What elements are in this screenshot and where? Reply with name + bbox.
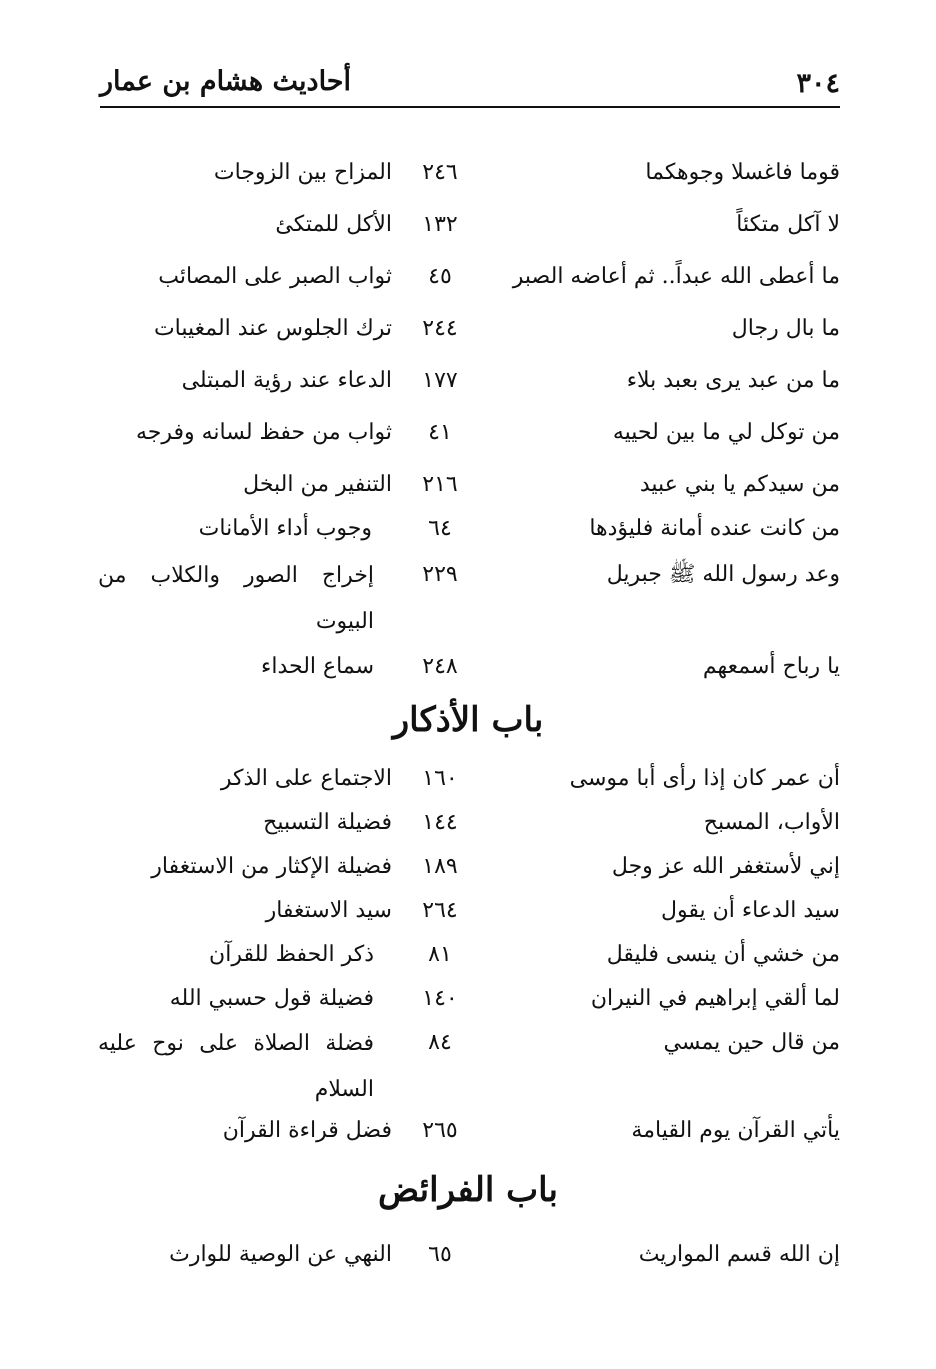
hadith-number: ٢٤٨	[422, 654, 458, 679]
hadith-topic: سماع الحداء	[261, 654, 374, 679]
hadith-number: ٢٤٤	[422, 316, 458, 341]
hadith-number: ٢٦٤	[422, 898, 458, 923]
page-header	[100, 62, 840, 110]
index-row	[90, 314, 840, 362]
index-row	[90, 652, 840, 700]
hadith-incipit: إن الله قسم المواريث	[638, 1242, 840, 1267]
hadith-incipit: يأتي القرآن يوم القيامة	[631, 1118, 840, 1143]
index-row	[90, 1116, 840, 1164]
hadith-topic: النهي عن الوصية للوارث	[169, 1242, 392, 1267]
hadith-number: ٦٥	[428, 1242, 452, 1267]
hadith-topic: فضيلة التسبيح	[263, 810, 392, 835]
index-row	[90, 418, 840, 466]
hadith-number: ٨٤	[428, 1030, 452, 1055]
hadith-topic: فضيلة الإكثار من الاستغفار	[151, 854, 392, 879]
hadith-incipit: سيد الدعاء أن يقول	[660, 898, 840, 923]
hadith-topic: ترك الجلوس عند المغيبات	[153, 316, 392, 341]
hadith-incipit: لا آكل متكئاً	[736, 212, 840, 237]
index-row	[90, 1240, 840, 1288]
running-title: أحاديث هشام بن عمار	[100, 66, 351, 97]
hadith-number: ٢١٦	[422, 472, 458, 497]
hadith-topic: إخراج الصور والكلاب من البيوت	[98, 563, 374, 634]
hadith-topic: الدعاء عند رؤية المبتلى	[181, 368, 392, 393]
hadith-incipit: ما من عبد يرى بعبد بلاء	[626, 368, 840, 393]
hadith-topic: ثواب الصبر على المصائب	[158, 264, 392, 289]
index-row	[90, 262, 840, 310]
hadith-incipit: من سيدكم يا بني عبيد	[639, 472, 840, 497]
hadith-number: ١٤٠	[422, 986, 458, 1011]
hadith-incipit: يا رباح أسمعهم	[702, 654, 840, 679]
hadith-topic: الأكل للمتكئ	[275, 212, 392, 237]
hadith-number: ٢٦٥	[422, 1118, 458, 1143]
hadith-number: ١٦٠	[422, 766, 458, 791]
hadith-incipit: من خشي أن ينسى فليقل	[606, 942, 840, 967]
hadith-incipit: لما ألقي إبراهيم في النيران	[590, 986, 840, 1011]
hadith-topic: المزاح بين الزوجات	[213, 160, 392, 185]
page-number: ٣٠٤	[796, 68, 840, 99]
hadith-topic: فضيلة قول حسبي الله	[169, 986, 374, 1011]
header-rule	[100, 106, 840, 108]
hadith-topic: فضل قراءة القرآن	[222, 1118, 392, 1143]
hadith-number: ٤١	[428, 420, 452, 445]
section-heading-faraid: باب الفرائض	[378, 1170, 558, 1210]
hadith-number: ٨١	[428, 942, 452, 967]
hadith-incipit: من توكل لي ما بين لحييه	[612, 420, 840, 445]
section-heading-adhkar: باب الأذكار	[392, 700, 544, 740]
hadith-topic: التنفير من البخل	[243, 472, 392, 497]
hadith-incipit: وعد رسول الله ﷺ جبريل	[606, 562, 840, 587]
hadith-number: ٢٤٦	[422, 160, 458, 185]
hadith-incipit: قوما فاغسلا وجوهكما	[645, 160, 840, 185]
hadith-number: ١٣٢	[422, 212, 458, 237]
index-row	[90, 560, 840, 646]
hadith-topic: فضلة الصلاة على نوح عليه السلام	[98, 1031, 374, 1102]
hadith-number: ٤٥	[428, 264, 452, 289]
hadith-topic: ذكر الحفظ للقرآن	[209, 942, 374, 967]
index-row	[90, 1028, 840, 1114]
hadith-incipit: أن عمر كان إذا رأى أبا موسى	[569, 766, 840, 791]
hadith-topic: سيد الاستغفار	[265, 898, 392, 923]
hadith-incipit: من كانت عنده أمانة فليؤدها	[589, 516, 840, 541]
hadith-incipit: ما أعطى الله عبداً.. ثم أعاضه الصبر	[512, 264, 840, 289]
hadith-number: ١٤٤	[422, 810, 458, 835]
hadith-incipit: إني لأستغفر الله عز وجل	[611, 854, 840, 879]
hadith-incipit: من قال حين يمسي	[663, 1030, 840, 1055]
hadith-number: ١٧٧	[422, 368, 458, 393]
index-row	[90, 158, 840, 206]
hadith-number: ٦٤	[428, 516, 452, 541]
index-row	[90, 210, 840, 258]
index-row	[90, 366, 840, 414]
hadith-incipit: الأواب، المسبح	[703, 810, 840, 835]
hadith-topic: الاجتماع على الذكر	[220, 766, 392, 791]
hadith-number: ١٨٩	[422, 854, 458, 879]
hadith-topic: وجوب أداء الأمانات	[198, 516, 372, 541]
hadith-topic: ثواب من حفظ لسانه وفرجه	[135, 420, 392, 445]
hadith-incipit: ما بال رجال	[731, 316, 840, 341]
hadith-number: ٢٢٩	[422, 562, 458, 587]
